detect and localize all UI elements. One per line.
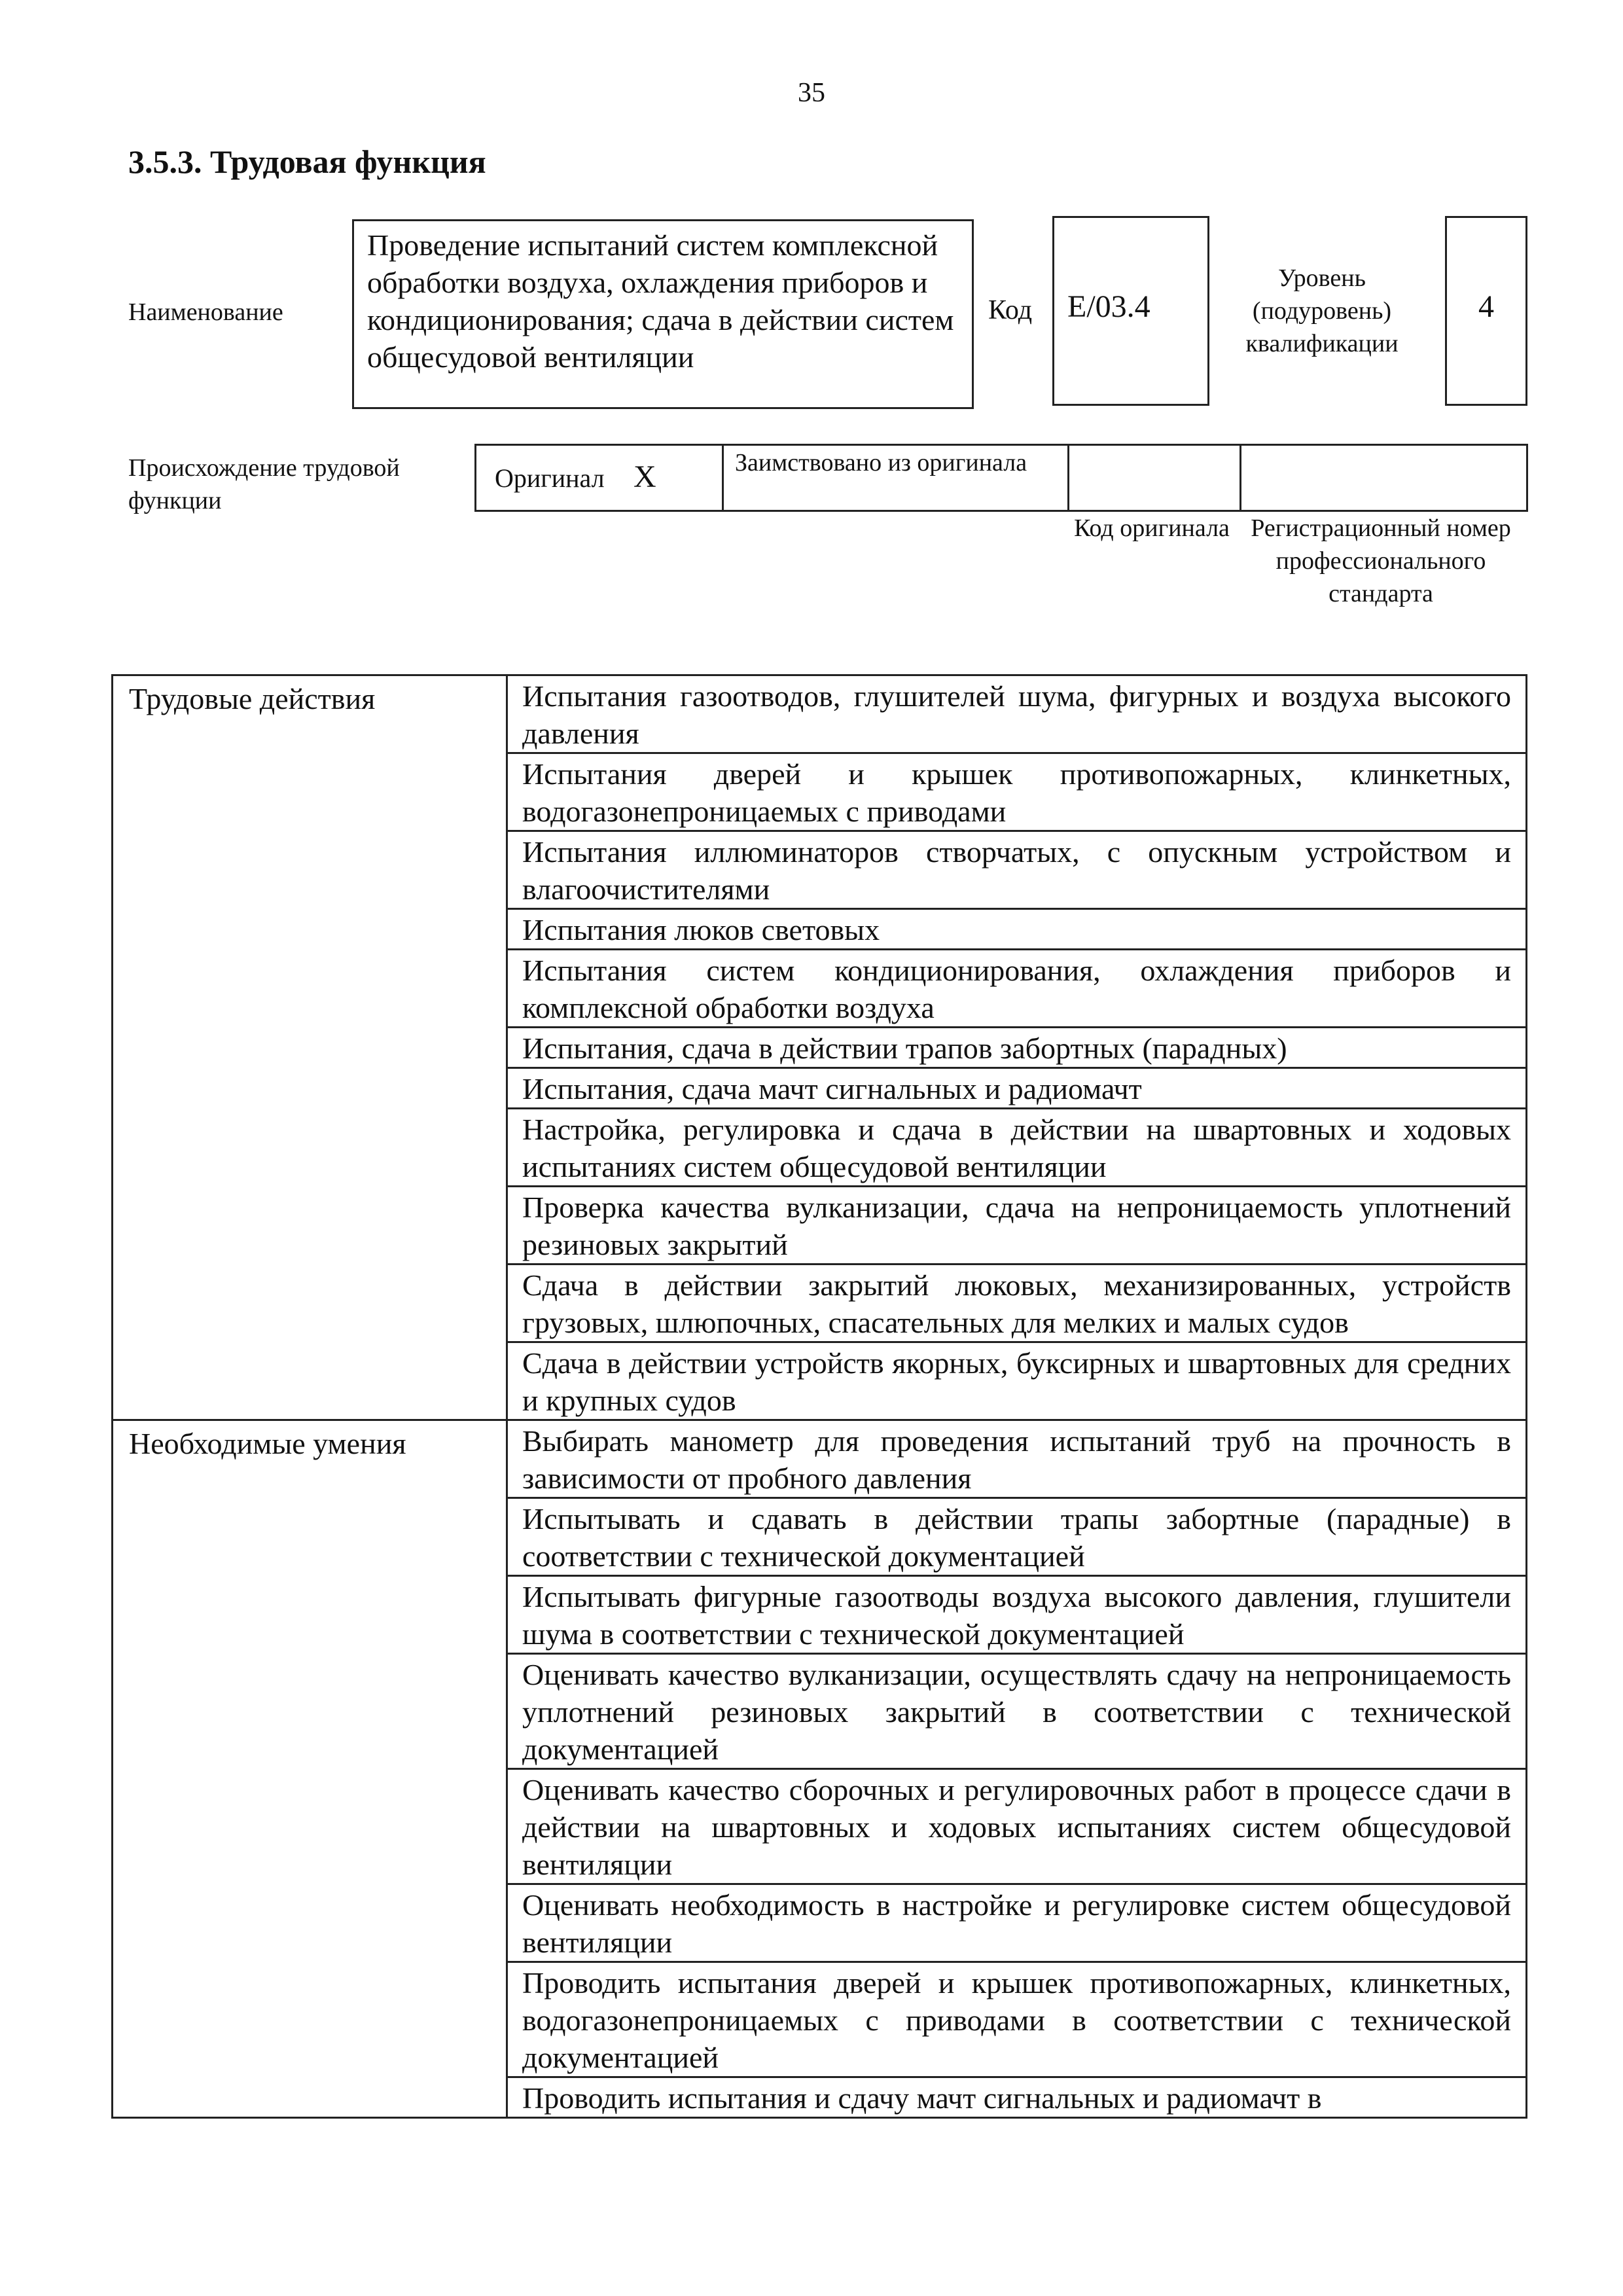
labor-actions-item: Сдача в действии устройств якорных, буксирных и швартовных для средних и крупных судов (507, 1342, 1527, 1420)
labor-actions-item: Испытания, сдача мачт сигнальных и радиомачт (507, 1068, 1527, 1109)
borrowed-text: Заимствовано из оригинала (735, 449, 1027, 476)
required-skills-item: Испытывать и сдавать в действии трапы забортные (парадные) в соответствии с технической документацией (507, 1498, 1527, 1576)
labor-function-table (111, 674, 1527, 2119)
section-title: 3.5.3. Трудовая функция (128, 143, 486, 180)
function-code-box: E/03.4 (1052, 216, 1209, 406)
origin-original-cell (476, 446, 724, 510)
labor-actions-item: Проверка качества вулканизации, сдача на непроницаемость уплотнений резиновых закрытий (507, 1187, 1527, 1265)
name-label: Наименование (128, 298, 283, 326)
original-mark: X (633, 459, 656, 494)
table-row (113, 675, 1527, 753)
table-row (113, 1420, 1527, 1498)
labor-actions-item: Сдача в действии закрытий люковых, механизированных, устройств грузовых, шлюпочных, спасательных для мелких и малых судов (507, 1265, 1527, 1342)
origin-code-caption: Код оригинала (1074, 514, 1230, 542)
required-skills-item: Оценивать качество сборочных и регулировочных работ в процессе сдачи в действии на швартовных и ходовых испытаниях систем общесудовой вентиляции (507, 1769, 1527, 1884)
origin-table (474, 444, 1528, 512)
code-label: Код (988, 295, 1033, 325)
page-number: 35 (798, 78, 825, 108)
required-skills-item: Выбирать манометр для проведения испытаний труб на прочность в зависимости от пробного давления (507, 1420, 1527, 1498)
qualification-level-box: 4 (1445, 216, 1527, 406)
origin-borrowed-cell (722, 446, 1069, 510)
required-skills-item: Проводить испытания дверей и крышек противопожарных, клинкетных, водогазонепроницаемых с приводами в соответствии с технической документацией (507, 1962, 1527, 2077)
level-label-line-2: (подуровень) (1252, 297, 1392, 325)
origin-reg-caption: Регистрационный номер профессионального стандарта (1251, 514, 1511, 607)
labor-actions-label: Трудовые действия (113, 675, 507, 1420)
level-label-line-1: Уровень (1278, 264, 1366, 292)
origin-code-cell (1067, 446, 1241, 510)
labor-actions-item: Настройка, регулировка и сдача в действии на швартовных и ходовых испытаниях систем общесудовой вентиляции (507, 1109, 1527, 1187)
function-name-box: Проведение испытаний систем комплексной обработки воздуха, охлаждения приборов и кондиционирования; сдача в действии систем общесудовой вентиляции (352, 219, 974, 409)
origin-label: Происхождение трудовой функции (128, 454, 400, 514)
qualification-level-label (1217, 262, 1427, 360)
labor-actions-item: Испытания люков световых (507, 909, 1527, 950)
required-skills-item: Оценивать качество вулканизации, осуществлять сдачу на непроницаемость уплотнений резиновых закрытий в соответствии с технической документацией (507, 1654, 1527, 1769)
labor-actions-item: Испытания, сдача в действии трапов забортных (парадных) (507, 1028, 1527, 1068)
origin-reg-number-cell (1240, 446, 1526, 510)
required-skills-item: Испытывать фигурные газоотводы воздуха высокого давления, глушители шума в соответствии с технической документацией (507, 1576, 1527, 1654)
labor-actions-item: Испытания дверей и крышек противопожарных, клинкетных, водогазонепроницаемых с приводами (507, 753, 1527, 831)
required-skills-label: Необходимые умения (113, 1420, 507, 2118)
required-skills-item: Оценивать необходимость в настройке и регулировке систем общесудовой вентиляции (507, 1884, 1527, 1962)
level-label-line-3: квалификации (1245, 330, 1399, 357)
required-skills-item: Проводить испытания и сдачу мачт сигнальных и радиомачт в (507, 2077, 1527, 2118)
original-text: Оригинал (495, 463, 605, 493)
labor-actions-item: Испытания газоотводов, глушителей шума, фигурных и воздуха высокого давления (507, 675, 1527, 753)
labor-actions-item: Испытания систем кондиционирования, охлаждения приборов и комплексной обработки воздуха (507, 950, 1527, 1028)
labor-actions-item: Испытания иллюминаторов створчатых, с опускным устройством и влагоочистителями (507, 831, 1527, 909)
